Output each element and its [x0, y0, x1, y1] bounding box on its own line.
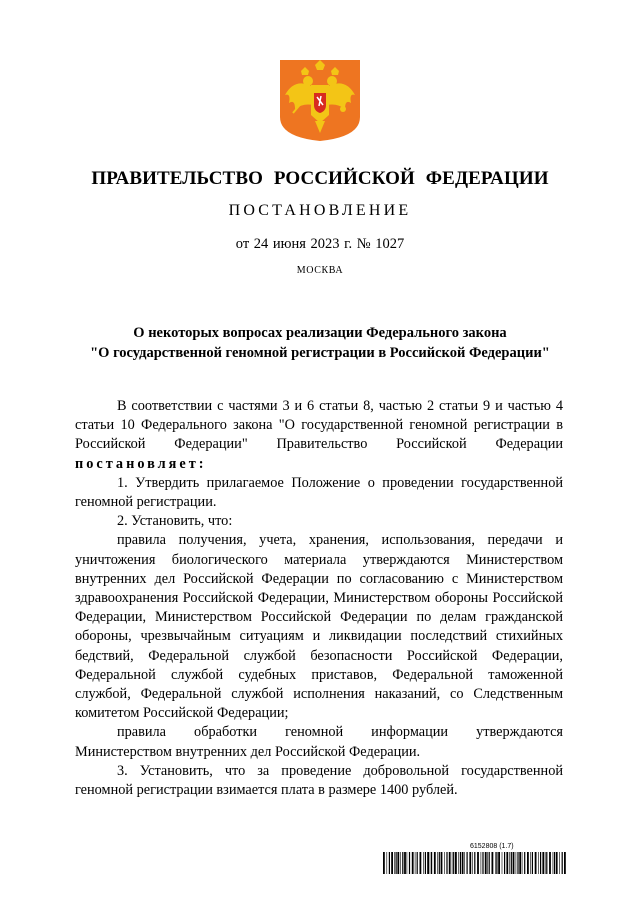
resolves-word [75, 455, 563, 474]
barcode-bar [506, 852, 508, 874]
barcode-bar [530, 852, 531, 874]
item-2-paragraph-a: правила получения, учета, хранения, использования, передачи и уничтожения биологического материала утверждаются Министерством внутренних дел Российской Федерации по согласованию с Министерством здравоохранения Российской Федерации, Министерством обороны Российской Федерации, Министерством Российской Федерации по делам гражданской обороны, чрезвычайным ситуациям и ликвидации последствий стихийных бедствий, Федеральной службой безопасности Российской Федерации, Федеральной службой судебных приставов, Федеральной таможенной службой, Федеральной службой исполнения наказаний, со Следственным комитетом Российской Федерации; [75, 532, 563, 722]
coat-of-arms-emblem [277, 57, 363, 143]
resolves-text: постановляет: [75, 455, 207, 472]
barcode-bar [449, 852, 451, 874]
barcode-bar [462, 852, 464, 874]
barcode-bar [516, 852, 517, 874]
barcode-bar [546, 852, 547, 874]
document-title [0, 323, 640, 363]
barcode-bar [389, 852, 390, 874]
barcode-bar [417, 852, 418, 874]
barcode-bar [485, 852, 487, 874]
barcode-bar [524, 852, 525, 874]
barcode-bar [509, 852, 510, 874]
barcode-bar [487, 852, 488, 874]
barcode-bar [441, 852, 443, 874]
barcode-bar [549, 852, 551, 874]
barcode-bar [538, 852, 539, 874]
barcode-bar [519, 852, 521, 874]
barcode-bar [409, 852, 410, 874]
barcode-bar [439, 852, 440, 874]
barcode-bar [522, 852, 523, 874]
item-1: 1. Утвердить прилагаемое Положение о проведении государственной геномной регистрации. [75, 474, 563, 511]
barcode-bar [425, 852, 426, 874]
document-type: ПОСТАНОВЛЕНИЕ [228, 202, 412, 219]
document-city: МОСКВА [296, 265, 344, 276]
item-2-paragraph-b: правила обработки геномной информации утверждаются Министерством внутренних дел Российской Федерации. [75, 724, 563, 760]
barcode-bar [423, 852, 424, 874]
barcode-bar [387, 852, 388, 874]
barcode-bar [496, 852, 497, 874]
barcode-bar [402, 852, 403, 874]
barcode-bar [540, 852, 541, 874]
barcode-bar [444, 852, 445, 874]
barcode-bar [495, 852, 496, 874]
barcode-bar [532, 852, 533, 874]
barcode-bar [553, 852, 554, 874]
barcode-bar [482, 852, 483, 874]
barcode-bar [502, 852, 503, 874]
barcode-bar [489, 852, 490, 874]
barcode-bar [394, 852, 395, 874]
barcode-bar [556, 852, 558, 874]
barcode-bar [554, 852, 555, 874]
barcode-bar [477, 852, 479, 874]
barcode-bar [427, 852, 429, 874]
barcode-bar [391, 852, 393, 874]
intro-paragraph: В соответствии с частями 3 и 6 статьи 8, частью 2 статьи 9 и частью 4 статьи 10 Федерального закона "О государственной геномной регистрации в Российской Федерации" Правительство Российской Федерации [75, 398, 563, 453]
barcode-bar [383, 852, 385, 874]
barcode-bar [431, 852, 432, 874]
barcode-bar [458, 852, 459, 874]
barcode-bar [452, 852, 453, 874]
barcode-bar [562, 852, 563, 874]
barcode-code: 6152808 (1.7) [470, 843, 514, 850]
barcode-bar [453, 852, 454, 874]
barcode-bar [437, 852, 438, 874]
barcode-bar [400, 852, 401, 874]
barcode-bar [498, 852, 500, 874]
barcode-bar [397, 852, 399, 874]
barcode-bar [455, 852, 457, 874]
barcode [383, 852, 567, 874]
barcode-bar [446, 852, 447, 874]
barcode-bar [504, 852, 505, 874]
barcode-bar [415, 852, 416, 874]
barcode-bar [396, 852, 397, 874]
barcode-bar [517, 852, 518, 874]
barcode-bar [434, 852, 436, 874]
document-body [75, 397, 563, 800]
barcode-bar [535, 852, 537, 874]
government-name: ПРАВИТЕЛЬСТВО РОССИЙСКОЙ ФЕДЕРАЦИИ [91, 168, 549, 189]
barcode-bar [474, 852, 475, 874]
title-line-1: О некоторых вопросах реализации Федерального закона [133, 325, 507, 341]
barcode-bar [460, 852, 461, 874]
item-3: 3. Установить, что за проведение добровольной государственной геномной регистрации взимается плата в размере 1400 рублей. [75, 762, 563, 799]
barcode-bar [545, 852, 546, 874]
barcode-bar [469, 852, 471, 874]
barcode-bar [407, 852, 408, 874]
barcode-bar [430, 852, 431, 874]
barcode-bar [472, 852, 473, 874]
document-date-number: от 24 июня 2023 г. № 1027 [235, 236, 405, 252]
barcode-bar [412, 852, 414, 874]
item-2: 2. Установить, что: [117, 513, 233, 530]
title-line-2: "О государственной геномной регистрации в Российской Федерации" [90, 345, 550, 361]
barcode-bar [511, 852, 512, 874]
barcode-bar [481, 852, 482, 874]
barcode-bar [513, 852, 515, 874]
barcode-bar [464, 852, 465, 874]
barcode-bar [492, 852, 494, 874]
barcode-bar [564, 852, 566, 874]
barcode-bar [404, 852, 406, 874]
barcode-bar [542, 852, 544, 874]
barcode-bar [467, 852, 468, 874]
barcode-bar [420, 852, 422, 874]
barcode-bar [559, 852, 560, 874]
barcode-bar [527, 852, 529, 874]
